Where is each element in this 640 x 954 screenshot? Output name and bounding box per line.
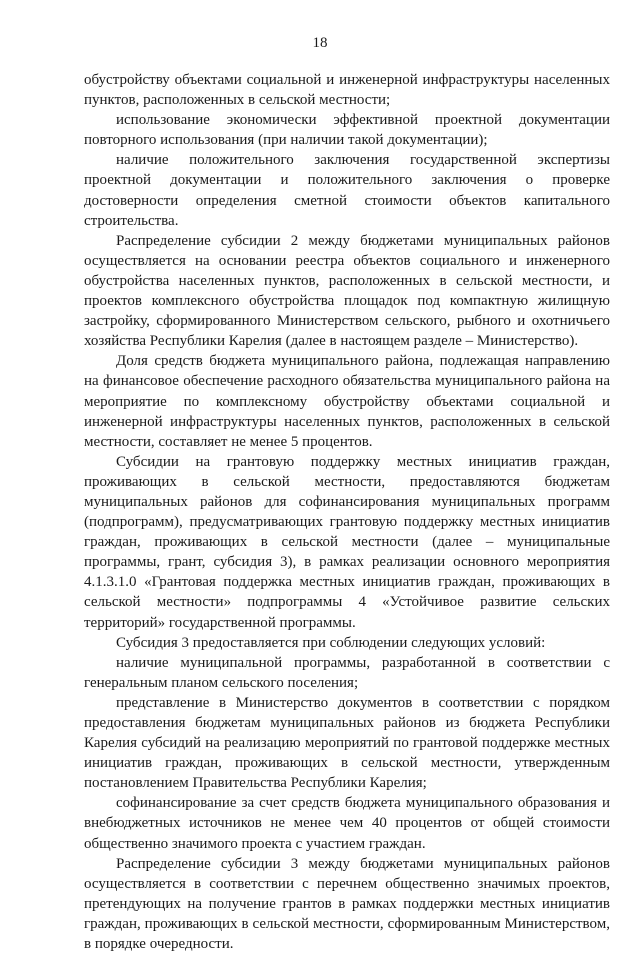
paragraph: наличие муниципальной программы, разработанной в соответствии с генеральным планом сельского поселения; [84, 654, 610, 691]
paragraph: Субсидия 3 предоставляется при соблюдении следующих условий: [116, 634, 546, 651]
paragraph: представление в Министерство документов в соответствии с порядком предоставления бюджетам муниципальных районов из бюджета Республики Карелия субсидий на реализацию мероприятий по грантовой поддержке местных инициатив граждан, проживающих в сельской местности, утвержденным постановлением Правительства Республики Карелия; [84, 694, 610, 792]
paragraph: софинансирование за счет средств бюджета муниципального образования и внебюджетных источников не менее чем 40 процентов от общей стоимости общественно значимого проекта с участием граждан. [84, 795, 610, 852]
document-body [84, 70, 610, 954]
paragraph: Распределение субсидии 2 между бюджетами муниципальных районов осуществляется на основании реестра объектов социального и инженерного обустройства населенных пунктов, расположенных в сельской местности, и проектов комплексного обустройства площадок под компактную жилищную застройку, сформированного Министерством сельского, рыбного и охотничьего хозяйства Республики Карелия (далее в настоящем разделе – Министерство). [84, 232, 610, 350]
paragraph: Распределение субсидии 3 между бюджетами муниципальных районов осуществляется в соответствии с перечнем общественно значимых проектов, претендующих на получение грантов в рамках поддержки местных инициатив граждан, проживающих в сельской местности, сформированным Министерством, в порядке очередности. [84, 855, 610, 953]
paragraph: использование экономически эффективной проектной документации повторного использования (при наличии такой документации); [84, 112, 610, 149]
paragraph: Субсидии на грантовую поддержку местных инициатив граждан, проживающих в сельской местности, предоставляются бюджетам муниципальных районов для софинансирования муниципальных программ (подпрограмм), предусматривающих грантовую поддержку местных инициатив граждан, проживающих в сельской местности (далее – муниципальные программы, грант, субсидия 3), в рамках реализации основного мероприятия 4.1.3.1.0 «Грантовая поддержка местных инициатив граждан, проживающих в сельской местности» подпрограммы 4 «Устойчивое развитие сельских территорий» государственной программы. [84, 453, 610, 631]
paragraph: обустройству объектами социальной и инженерной инфраструктуры населенных пунктов, расположенных в сельской местности; [84, 72, 610, 109]
paragraph: наличие положительного заключения государственной экспертизы проектной документации и положительного заключения о проверке достоверности определения сметной стоимости объектов капитального строительства. [84, 152, 610, 229]
page-number: 18 [312, 35, 328, 51]
paragraph: Доля средств бюджета муниципального района, подлежащая направлению на финансовое обеспечение расходного обязательства муниципального района на мероприятие по комплексному обустройству объектами социальной и инженерной инфраструктуры населенных пунктов, расположенных в сельской местности, составляет не менее 5 процентов. [84, 353, 610, 450]
